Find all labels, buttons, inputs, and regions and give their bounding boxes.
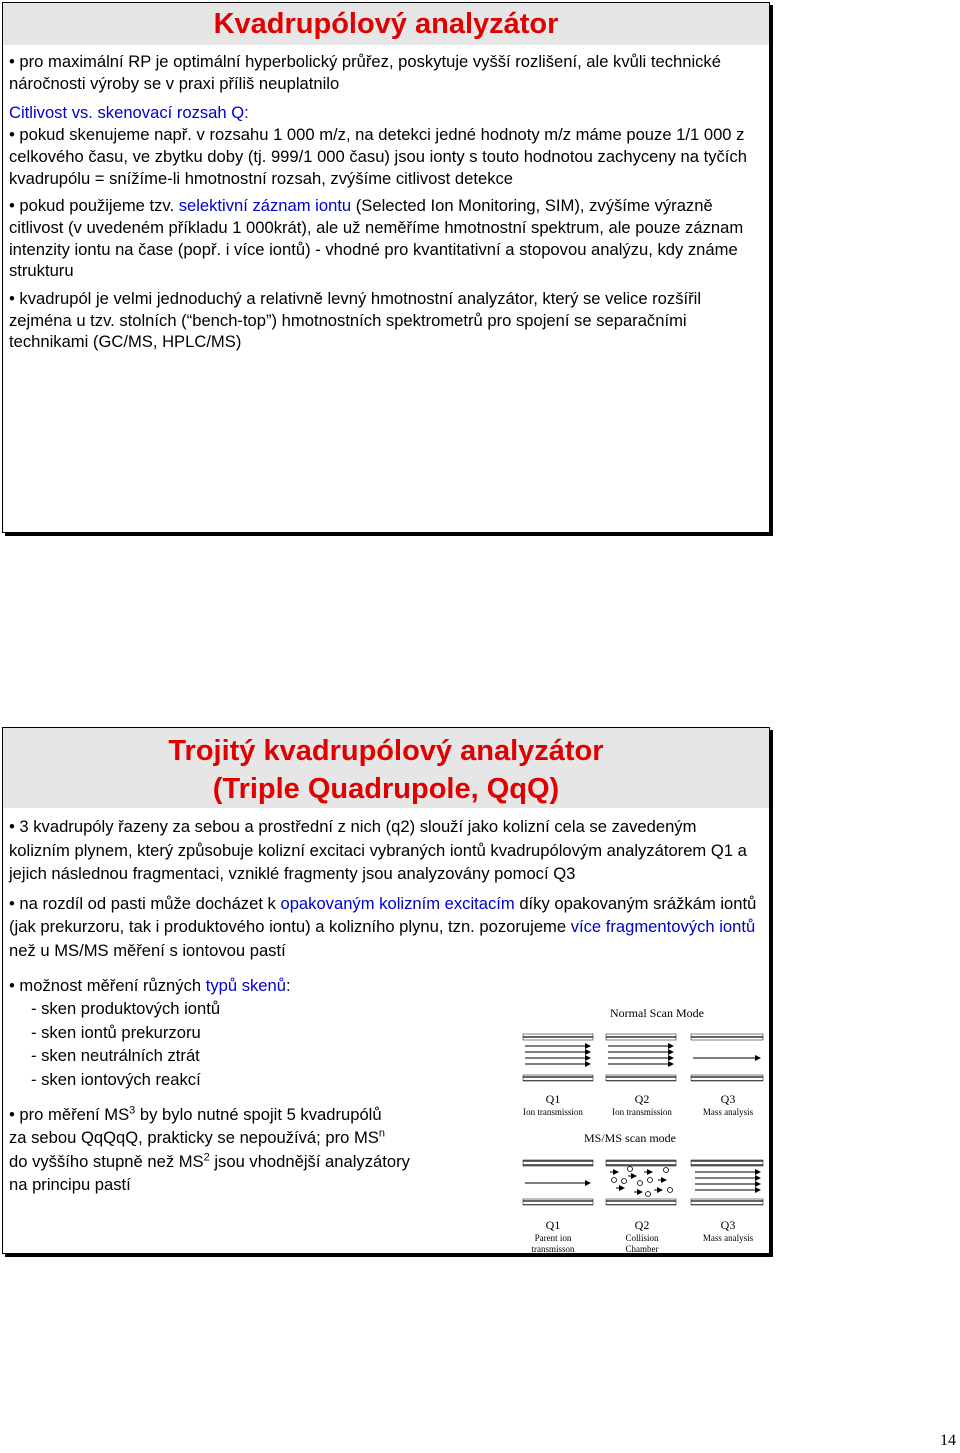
paragraph-ms3-line4: na principu pastí bbox=[9, 1175, 131, 1195]
slide-1-body bbox=[9, 51, 761, 353]
msms-q2-sub2: Chamber bbox=[625, 1244, 659, 1254]
msms-q3-label: Q3 bbox=[720, 1218, 736, 1232]
paragraph-benchtop: • kvadrupól je velmi jednoduchý a relativně levný hmotnostní analyzátor, který se velice rozšířil zejména u tzv. stolních (“bench-top”) hmotnostních spektrometrů pro spojení se separačními technikami (GC/MS, HPLC/MS) bbox=[9, 289, 702, 352]
slide-1 bbox=[2, 2, 770, 533]
scan-item: - sken neutrálních ztrát bbox=[31, 1046, 200, 1066]
msms-q1-label: Q1 bbox=[545, 1218, 561, 1232]
msms-q1-sub2: transmisson bbox=[531, 1244, 575, 1254]
paragraph-ms3-line3: do vyššího stupně než $MS^2$ jsou vhodnější analyzátory bbox=[9, 1151, 410, 1171]
msms-q2-sub1: Collision bbox=[625, 1233, 659, 1243]
msms-q3-sub1: Mass analysis bbox=[702, 1233, 754, 1243]
title-line-1: Trojitý kvadrupólový analyzátor bbox=[168, 735, 604, 767]
paragraph-ms3: • pro měření $MS^3$ by bylo nutné spojit 5 kvadrupólů bbox=[9, 1104, 382, 1124]
repeated-excitation-highlight: opakovaným kolizním excitacím bbox=[280, 893, 515, 913]
normal-q1-label: Q1 bbox=[545, 1092, 561, 1106]
qqq-scan-mode-diagram bbox=[510, 1000, 772, 1256]
msms-scan-mode-title: MS/MS scan mode bbox=[584, 1131, 677, 1145]
normal-q1-sub: Ion transmission bbox=[523, 1107, 583, 1117]
normal-scan-mode-title: Normal Scan Mode bbox=[610, 1006, 704, 1020]
normal-q2-label: Q2 bbox=[634, 1092, 650, 1106]
paragraph-hyperbolic: • pro maximální RP je optimální hyperbolický průřez, poskytuje vyšší rozlišení, ale kvůli technické náročnosti výroby se v praxi příliš neuplatnilo bbox=[9, 52, 721, 93]
fragment-ions-highlight: více fragmentových iontů bbox=[570, 917, 756, 937]
scan-item: - sken produktových iontů bbox=[31, 999, 221, 1019]
scan-item: - sken iontových reakcí bbox=[31, 1069, 201, 1089]
normal-q3-sub: Mass analysis bbox=[702, 1107, 754, 1117]
msms-q1-sub1: Parent ion bbox=[534, 1233, 572, 1243]
paragraph-triple-quad: • 3 kvadrupóly řazeny za sebou a prostřední z nich (q2) slouží jako kolizní cela se zavedeným kolizním plynem, který způsobuje kolizní excitaci vybraných iontů kvadrupólovým analyzátorem Q1 a jejich následnou fragmentaci, vzniklé fragmenty jsou analyzovány pomocí Q3 bbox=[9, 817, 747, 884]
paragraph-scan-range: • pokud skenujeme např. v rozsahu 1 000 m/z, na detekci jedné hodnoty m/z máme pouze 1/1 000 z celkového času, ve zbytku doby (tj. 999/1 000 času) jsou ionty s touto hodnotou zachyceny na tyčích kvadrupólu = snížíme-li hmotnostní rozsah, zvýšíme citlivost detekce bbox=[9, 125, 747, 188]
scan-item: - sken iontů prekurzoru bbox=[31, 1022, 201, 1042]
slide-1-title: Kvadrupólový analyzátor bbox=[3, 3, 769, 45]
msms-q2-label: Q2 bbox=[634, 1218, 650, 1232]
msms-mode-quadrupoles bbox=[523, 1160, 763, 1205]
scan-types-highlight: typů skenů bbox=[205, 975, 286, 995]
slide-2-title bbox=[3, 728, 769, 808]
title-line-2: (Triple Quadrupole, QqQ) bbox=[212, 773, 560, 805]
normal-q3-label: Q3 bbox=[720, 1092, 736, 1106]
normal-q2-sub: Ion transmission bbox=[612, 1107, 672, 1117]
paragraph-scan-types: • možnost měření různých typů skenů: bbox=[9, 975, 291, 995]
paragraph-ms3-line2: za sebou QqQqQ, prakticky se nepoužívá; pro $MS^n$ bbox=[9, 1127, 385, 1148]
page-number: 14 bbox=[940, 1432, 956, 1449]
sim-highlight: selektivní záznam iontu bbox=[178, 196, 352, 216]
paragraph-sim: • pokud použijeme tzv. selektivní záznam iontu (Selected Ion Monitoring, SIM), zvýšíme výrazně citlivost (v uvedeném příkladu 1 000krát), ale už neměříme hmotnostní spektrum, ale pouze záznam intenzity iontu na čase (popř. i více iontů) - vhodné pro kvantitativní a stopovou analýzu, kdy známe strukturu bbox=[9, 196, 744, 281]
subheading-sensitivity: Citlivost vs. skenovací rozsah Q: bbox=[9, 103, 249, 123]
normal-mode-quadrupoles bbox=[523, 1034, 763, 1081]
paragraph-collisions: • na rozdíl od pasti může docházet k opakovaným kolizním excitacím díky opakovaným srážkám iontů (jak prekurzoru, tak i produktového iontu) a kolizního plynu, tzn. pozorujeme více fragmentových iontů než u MS/MS měření s iontovou pastí bbox=[9, 893, 757, 960]
